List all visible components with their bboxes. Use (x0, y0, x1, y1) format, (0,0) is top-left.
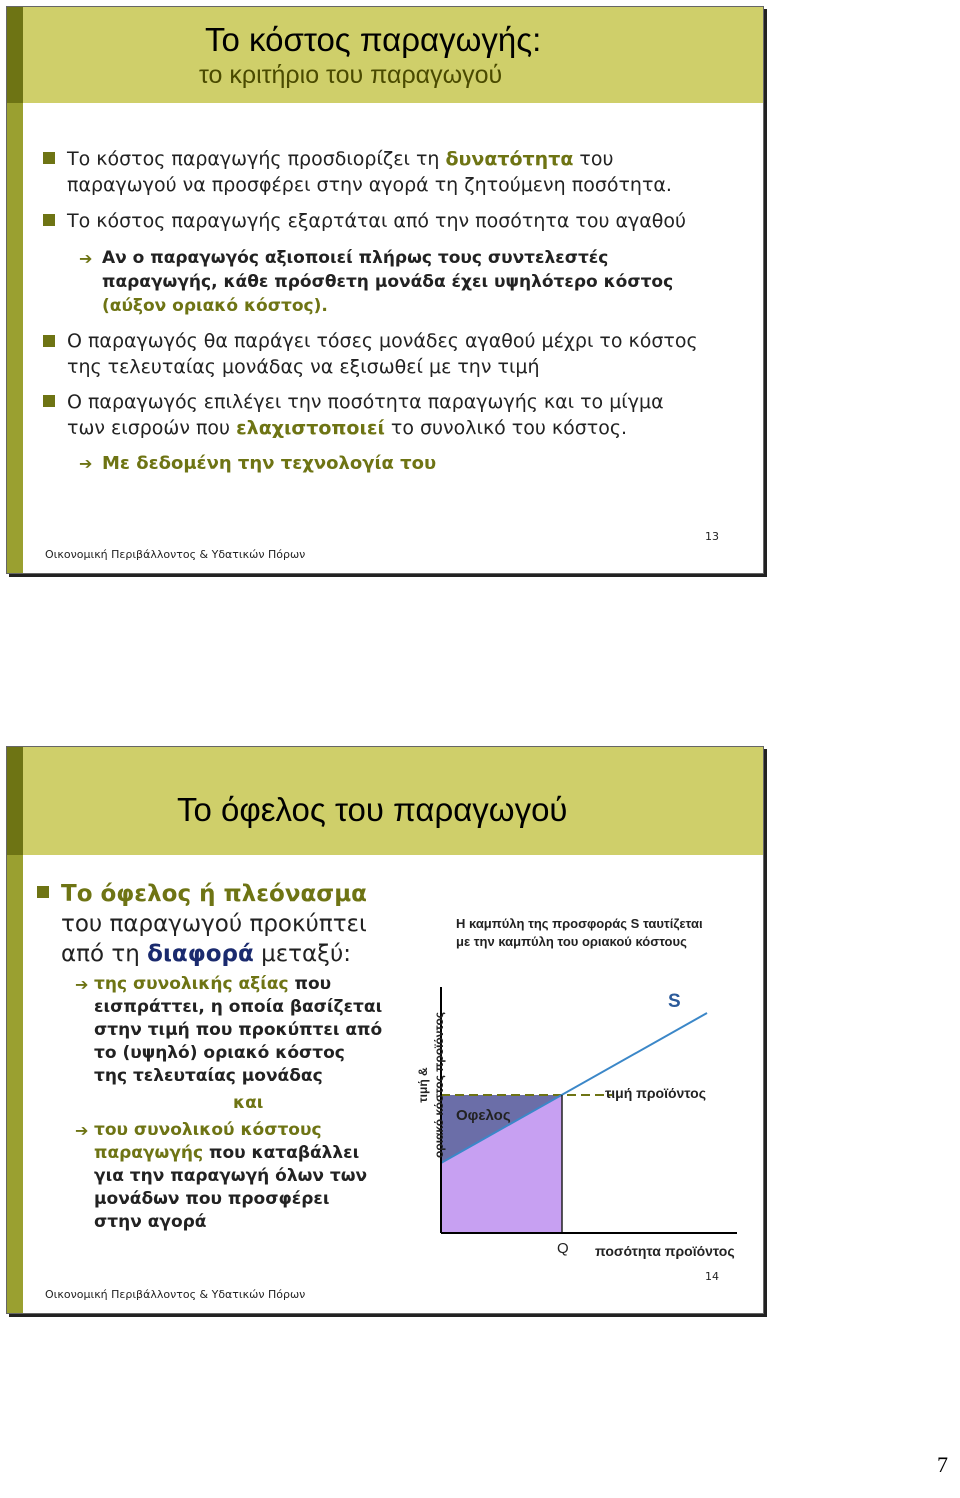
sub-bullet-text: το (υψηλό) οριακό κόστος (94, 1043, 345, 1063)
bullet-text: Το κόστος παραγωγής προσδιορίζει τη δυνατότητα του (67, 148, 614, 170)
bullet-text: της τελευταίας μονάδας να εξισωθεί με την τιμή (67, 356, 540, 378)
sub-bullet-text: (αύξον οριακό κόστος). (102, 296, 328, 316)
slide-subtitle: το κριτήριο του παραγωγού (199, 61, 503, 89)
sub-bullet-text: παραγωγής που καταβάλλει (94, 1143, 360, 1163)
price-label: τιμή προϊόντος (605, 1085, 706, 1101)
slide-13 (6, 6, 764, 574)
x-axis-label: ποσότητα προϊόντος (595, 1243, 735, 1259)
bullet-icon (43, 152, 55, 164)
bullet-icon (43, 335, 55, 347)
slide-sidebar (7, 7, 23, 573)
sub-bullet-text: για την παραγωγή όλων των (94, 1166, 368, 1186)
slide-number: 13 (705, 530, 719, 543)
slide-title: Το κόστος παραγωγής: (205, 21, 542, 58)
arrow-right-icon: ➔ (79, 249, 93, 268)
bullet-text: από τη διαφορά μεταξύ: (61, 941, 352, 967)
sub-bullet-text: Με δεδομένη την τεχνολογία του (102, 453, 437, 474)
bullet-text: Ο παραγωγός θα παράγει τόσες μονάδες αγαθού μέχρι το κόστος (67, 330, 698, 352)
sub-bullet-text: στην τιμή που προκύπτει από (94, 1020, 383, 1040)
slide-14 (6, 746, 764, 1314)
bullet-text: των εισροών που ελαχιστοποιεί το συνολικό του κόστος. (67, 417, 628, 439)
sub-bullet-text: μονάδων που προσφέρει (94, 1189, 330, 1209)
sub-bullet-text: του συνολικού κόστους (94, 1120, 322, 1140)
slide-sidebar (7, 747, 23, 1313)
connector-text: και (233, 1093, 264, 1113)
sub-bullet-text: της συνολικής αξίας που (94, 974, 332, 994)
bullet-text: του παραγωγού προκύπτει (61, 911, 367, 937)
y-axis-label: τιμή & (416, 1067, 430, 1103)
chart-note: Η καμπύλη της προσφοράς S ταυτίζεται (456, 916, 703, 931)
arrow-right-icon: ➔ (79, 454, 93, 473)
bullet-text: Ο παραγωγός επιλέγει την ποσότητα παραγωγής και το μίγμα (67, 391, 664, 413)
sub-bullet-text: παραγωγής, κάθε πρόσθετη μονάδα έχει υψηλότερο κόστος (102, 272, 674, 292)
quantity-q-label: Q (557, 1240, 569, 1257)
bullet-icon (43, 395, 55, 407)
bullet-icon (37, 886, 49, 898)
bullet-text: Το όφελος ή πλεόνασμα (61, 881, 367, 907)
bullet-text: παραγωγού να προσφέρει στην αγορά τη ζητούμενη ποσότητα. (67, 174, 672, 196)
page-number: 7 (937, 1452, 948, 1477)
bullet-icon (43, 214, 55, 226)
slide-footer: Οικονομική Περιβάλλοντος & Υδατικών Πόρων (45, 1288, 306, 1301)
supply-curve-label: S (668, 991, 681, 1012)
sub-bullet-text: στην αγορά (94, 1212, 207, 1232)
sub-bullet-text: Αν ο παραγωγός αξιοποιεί πλήρως τους συντελεστές (102, 248, 609, 268)
slide-footer: Οικονομική Περιβάλλοντος & Υδατικών Πόρων (45, 548, 306, 561)
slide-number: 14 (705, 1270, 719, 1283)
surplus-label: Οφελος (456, 1107, 511, 1124)
bullet-text: Το κόστος παραγωγής εξαρτάται από την ποσότητα του αγαθού (67, 210, 687, 232)
arrow-right-icon: ➔ (75, 975, 89, 994)
sub-bullet-text: της τελευταίας μονάδας (94, 1066, 323, 1086)
slide-title: Το όφελος του παραγωγού (177, 791, 568, 828)
sub-bullet-text: εισπράττει, η οποία βασίζεται (94, 997, 383, 1017)
chart-note: με την καμπύλη του οριακού κόστους (456, 934, 687, 949)
y-axis-label: οριακό κόστος προϊόντος (432, 1011, 446, 1159)
arrow-right-icon: ➔ (75, 1121, 89, 1140)
